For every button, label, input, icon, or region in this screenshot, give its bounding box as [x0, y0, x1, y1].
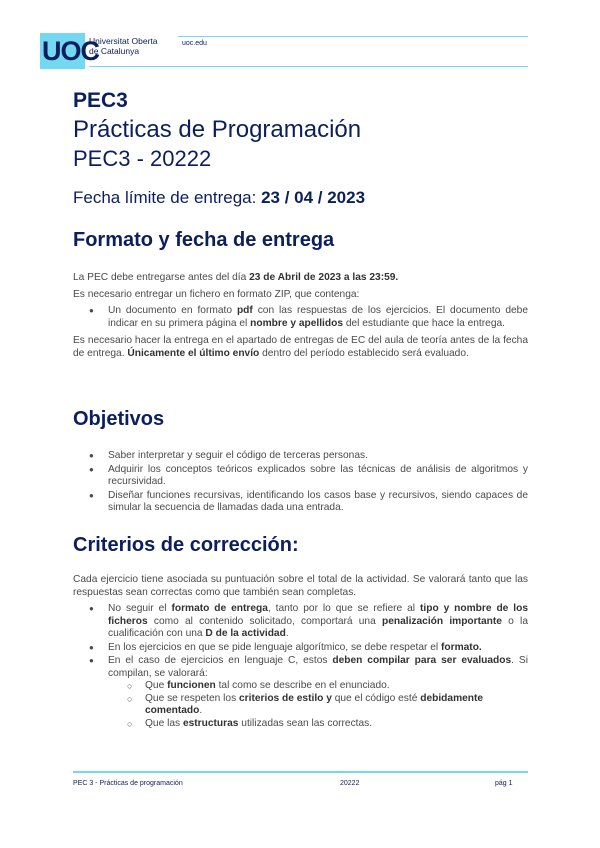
- header-url: uoc.edu: [182, 40, 207, 47]
- footer-course: PEC 3 - Prácticas de programación: [73, 780, 183, 787]
- page-subtitle: PEC3 - 20222: [73, 146, 212, 171]
- page-title: Prácticas de Programación: [73, 116, 362, 143]
- sub-list-item: ○ Que funcionen tal como se describe en el enunciado.: [108, 680, 528, 693]
- paragraph: Es necesario hacer la entrega en el apartado de entregas de EC del aula de teoría antes de la fecha de entrega. Únicamente el último envío dentro del período establecido será evaluado.: [73, 335, 528, 359]
- footer-semester: 20222: [340, 780, 360, 787]
- doc-label: PEC3: [73, 89, 128, 112]
- paragraph: Es necesario entregar un fichero en formato ZIP, que contenga:: [73, 288, 360, 300]
- list-item: ● Un documento en formato pdf con las respuestas de los ejercicios. El documento debe indicar en su primera página el nombre y apellidos del estudiante que hace la entrega.: [73, 305, 528, 330]
- section-criterios: [73, 574, 528, 731]
- uoc-logo: UOC: [40, 33, 85, 69]
- paragraph: Cada ejercicio tiene asociada su puntuación sobre el total de la actividad. Se valorará tanto que las respuestas sean correctas como que también sean completas.: [73, 574, 528, 598]
- deadline: Fecha límite de entrega: 23 / 04 / 2023: [73, 188, 366, 207]
- list-item: ● Saber interpretar y seguir el código de terceras personas.: [73, 450, 528, 463]
- header-divider: [178, 36, 528, 37]
- page-header: [40, 33, 528, 69]
- footer-divider: [73, 771, 528, 773]
- header-divider: [89, 66, 528, 67]
- section-heading-formato: Formato y fecha de entrega: [73, 229, 335, 251]
- section-heading-criterios: Criterios de corrección:: [73, 534, 299, 556]
- section-formato: [73, 272, 528, 364]
- footer-page-number: pág 1: [495, 780, 513, 787]
- list-item: ● En el caso de ejercicios en lenguaje C, estos deben compilar para ser evaluados. Si compilan, se valorará: ○ Que funcionen tal como se describe en el enunciado. ○ Que se respeten los criterios de estilo y que el código esté debidamente comentado. ○ Que las estructuras utilizadas sean las correctas.: [73, 655, 528, 730]
- sub-list-item: ○ Que se respeten los criterios de estilo y que el código esté debidamente comentado.: [108, 693, 528, 718]
- paragraph: La PEC debe entregarse antes del día 23 de Abril de 2023 a las 23:59.: [73, 272, 399, 283]
- university-name: Universitat Oberta de Catalunya: [89, 36, 158, 56]
- list-item: ● Diseñar funciones recursivas, identificando los casos base y recursivos, siendo capaces de simular la secuencia de llamadas dada una entrada.: [73, 490, 528, 515]
- section-objetivos: [73, 450, 528, 516]
- list-item: ● En los ejercicios en que se pide lenguaje algorítmico, se debe respetar el formato.: [73, 642, 528, 655]
- sub-list-item: ○ Que las estructuras utilizadas sean las correctas.: [108, 718, 528, 731]
- list-item: ● No seguir el formato de entrega, tanto por lo que se refiere al tipo y nombre de los ficheros como al contenido solicitado, comportará una penalización importante o la cualificación con una D de la actividad.: [73, 603, 528, 641]
- section-heading-objetivos: Objetivos: [73, 408, 165, 430]
- list-item: ● Adquirir los conceptos teóricos explicados sobre las técnicas de análisis de algoritmos y recursividad.: [73, 464, 528, 489]
